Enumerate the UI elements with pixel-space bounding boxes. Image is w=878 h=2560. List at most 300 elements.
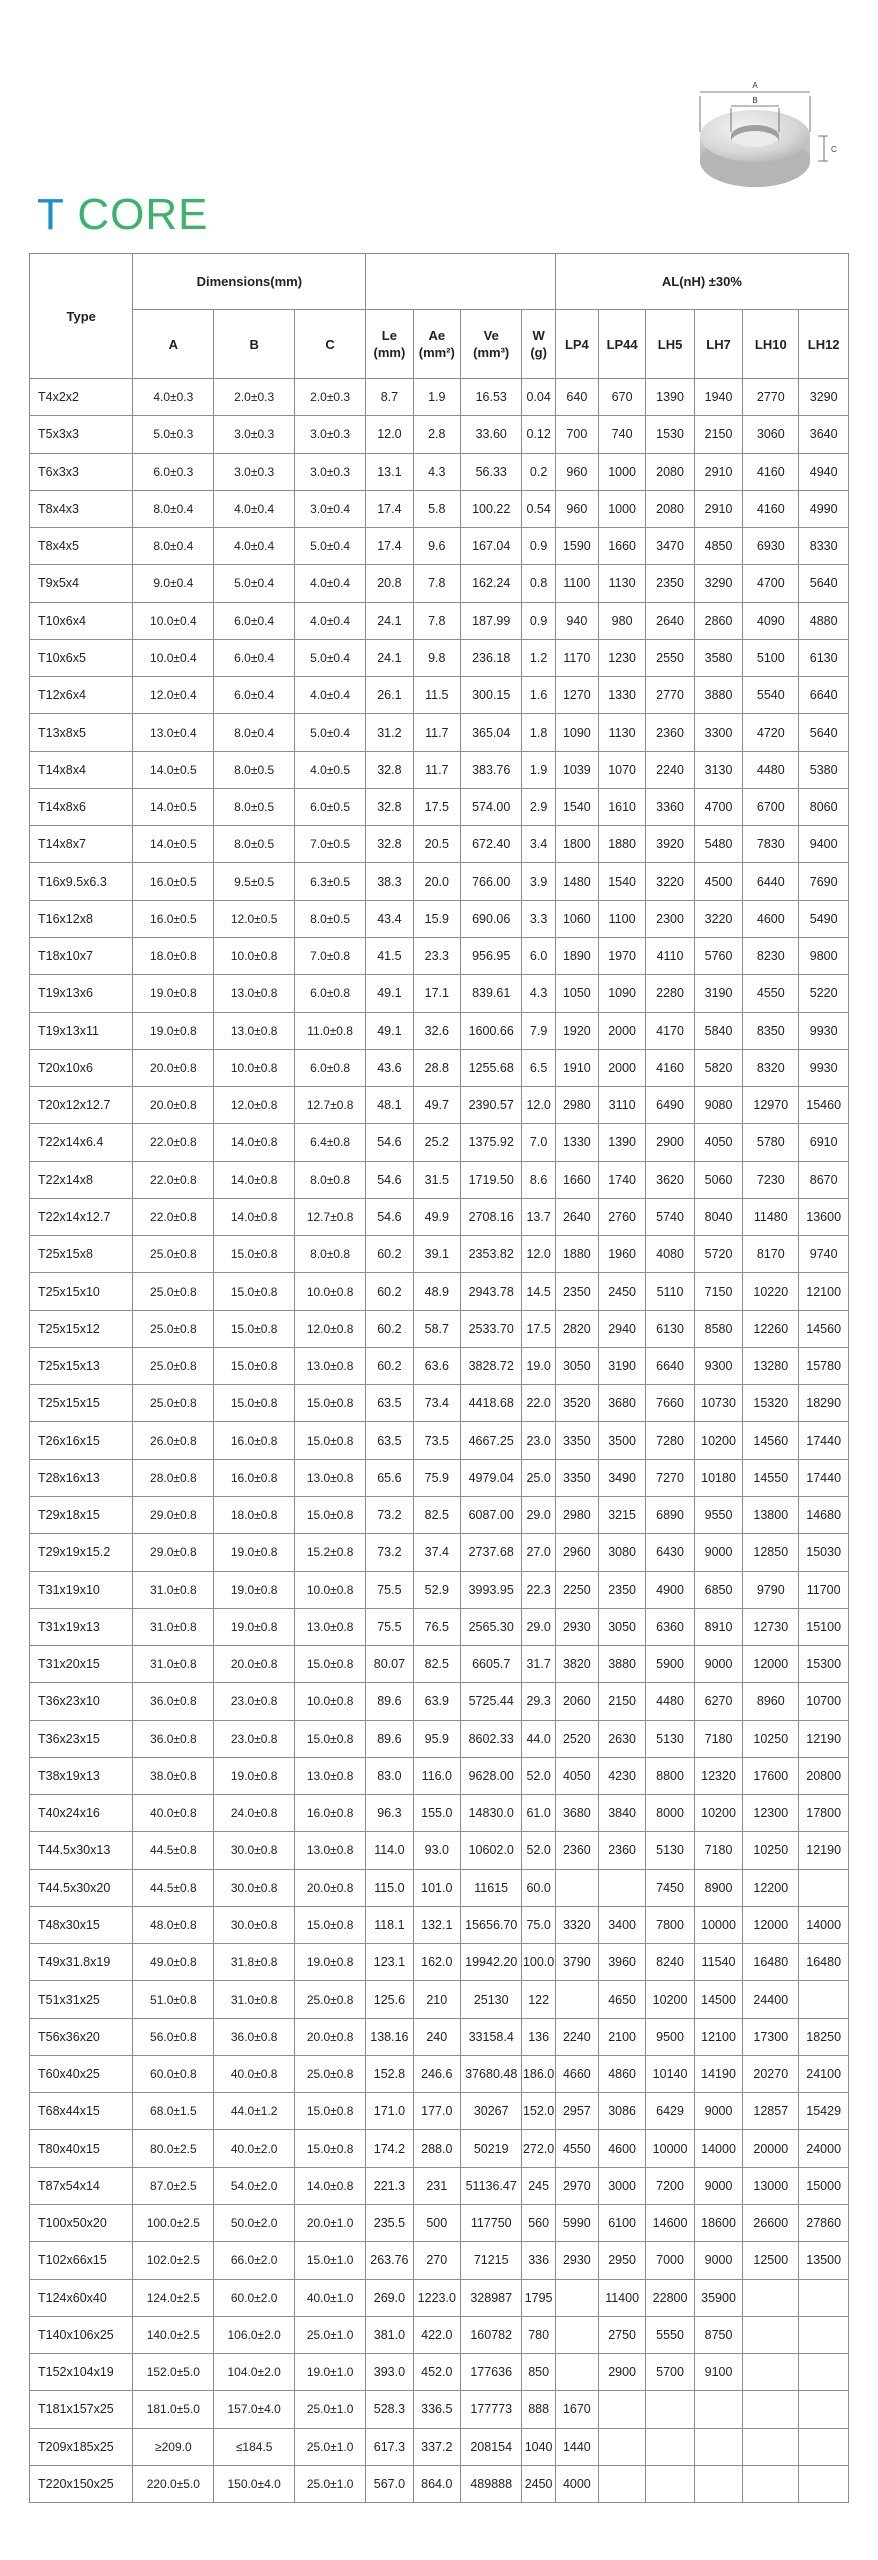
cell-a: 16.0±0.5 <box>133 863 214 900</box>
cell-b: 44.0±1.2 <box>214 2093 295 2130</box>
cell-ve: 766.00 <box>461 863 522 900</box>
cell-lh5: 6429 <box>646 2093 694 2130</box>
cell-lh5: 1390 <box>646 379 694 416</box>
cell-lp4 <box>555 1869 598 1906</box>
cell-c: 20.0±1.0 <box>295 2205 366 2242</box>
cell-a: 31.0±0.8 <box>133 1608 214 1645</box>
cell-ae: 155.0 <box>413 1795 460 1832</box>
cell-lp4: 1800 <box>555 826 598 863</box>
cell-lh12: 13600 <box>799 1198 849 1235</box>
cell-w: 75.0 <box>522 1906 555 1943</box>
cell-lh5: 14600 <box>646 2205 694 2242</box>
cell-lh10: 26600 <box>743 2205 799 2242</box>
cell-le: 73.2 <box>366 1496 413 1533</box>
cell-lh7: 7150 <box>694 1273 742 1310</box>
cell-c: 20.0±0.8 <box>295 2018 366 2055</box>
cell-lh12: 14560 <box>799 1310 849 1347</box>
cell-lh5: 4900 <box>646 1571 694 1608</box>
cell-le: 13.1 <box>366 453 413 490</box>
header-le: Le (mm) <box>366 310 413 379</box>
cell-ve: 167.04 <box>461 528 522 565</box>
cell-ve: 160782 <box>461 2316 522 2353</box>
cell-lp4: 2360 <box>555 1832 598 1869</box>
cell-lh7 <box>694 2428 742 2465</box>
cell-ve: 1600.66 <box>461 1012 522 1049</box>
cell-lh7: 12100 <box>694 2018 742 2055</box>
cell-lp44: 4600 <box>598 2130 645 2167</box>
cell-lh7: 10200 <box>694 1795 742 1832</box>
cell-ve: 10602.0 <box>461 1832 522 1869</box>
cell-type: T25x15x10 <box>30 1273 133 1310</box>
cell-c: 5.0±0.4 <box>295 639 366 676</box>
cell-lh10: 10250 <box>743 1720 799 1757</box>
cell-lh5: 2240 <box>646 751 694 788</box>
table-row <box>30 1012 849 1049</box>
cell-ae: 17.1 <box>413 975 460 1012</box>
table-row <box>30 1161 849 1198</box>
cell-w: 1.6 <box>522 677 555 714</box>
cell-le: 118.1 <box>366 1906 413 1943</box>
cell-a: 51.0±0.8 <box>133 1981 214 2018</box>
cell-a: 25.0±0.8 <box>133 1347 214 1384</box>
cell-a: 44.5±0.8 <box>133 1832 214 1869</box>
cell-w: 245 <box>522 2167 555 2204</box>
cell-c: 13.0±0.8 <box>295 1347 366 1384</box>
cell-lh10: 8350 <box>743 1012 799 1049</box>
table-row <box>30 788 849 825</box>
cell-b: 23.0±0.8 <box>214 1683 295 1720</box>
cell-c: 10.0±0.8 <box>295 1683 366 1720</box>
cell-w: 272.0 <box>522 2130 555 2167</box>
cell-a: 152.0±5.0 <box>133 2354 214 2391</box>
cell-le: 26.1 <box>366 677 413 714</box>
cell-a: 140.0±2.5 <box>133 2316 214 2353</box>
cell-lp44: 1970 <box>598 937 645 974</box>
cell-c: 20.0±0.8 <box>295 1869 366 1906</box>
cell-lh5: 2280 <box>646 975 694 1012</box>
cell-lp44: 2100 <box>598 2018 645 2055</box>
cell-a: 80.0±2.5 <box>133 2130 214 2167</box>
cell-b: 60.0±2.0 <box>214 2279 295 2316</box>
cell-lh7: 3130 <box>694 751 742 788</box>
cell-type: T10x6x4 <box>30 602 133 639</box>
cell-type: T25x15x12 <box>30 1310 133 1347</box>
cell-lh12: 3640 <box>799 416 849 453</box>
cell-lh10 <box>743 2279 799 2316</box>
cell-lh7: 5840 <box>694 1012 742 1049</box>
cell-lh7: 6270 <box>694 1683 742 1720</box>
cell-lh10: 20000 <box>743 2130 799 2167</box>
cell-ae: 132.1 <box>413 1906 460 1943</box>
cell-a: 29.0±0.8 <box>133 1496 214 1533</box>
cell-w: 136 <box>522 2018 555 2055</box>
cell-b: 19.0±0.8 <box>214 1571 295 1608</box>
cell-lp4: 1910 <box>555 1049 598 1086</box>
cell-type: T9x5x4 <box>30 565 133 602</box>
cell-ae: 20.0 <box>413 863 460 900</box>
cell-lp44: 1330 <box>598 677 645 714</box>
table-row <box>30 1236 849 1273</box>
cell-ae: 500 <box>413 2205 460 2242</box>
cell-lh5: 6890 <box>646 1496 694 1533</box>
cell-lh12: 24100 <box>799 2055 849 2092</box>
cell-lh10: 12300 <box>743 1795 799 1832</box>
cell-lp44 <box>598 2465 645 2502</box>
cell-type: T14x8x6 <box>30 788 133 825</box>
cell-lp44: 1000 <box>598 490 645 527</box>
cell-lp4: 1440 <box>555 2428 598 2465</box>
cell-c: 10.0±0.8 <box>295 1273 366 1310</box>
cell-lh5: 2550 <box>646 639 694 676</box>
cell-b: 54.0±2.0 <box>214 2167 295 2204</box>
cell-ve: 236.18 <box>461 639 522 676</box>
cell-a: 49.0±0.8 <box>133 1944 214 1981</box>
cell-lh12: 8670 <box>799 1161 849 1198</box>
cell-le: 381.0 <box>366 2316 413 2353</box>
cell-lh5: 7450 <box>646 1869 694 1906</box>
cell-c: 7.0±0.8 <box>295 937 366 974</box>
cell-lp44: 980 <box>598 602 645 639</box>
cell-lp44: 3050 <box>598 1608 645 1645</box>
cell-w: 23.0 <box>522 1422 555 1459</box>
cell-type: T124x60x40 <box>30 2279 133 2316</box>
cell-ae: 7.8 <box>413 602 460 639</box>
cell-a: 36.0±0.8 <box>133 1683 214 1720</box>
cell-lh12: 5380 <box>799 751 849 788</box>
table-row <box>30 714 849 751</box>
cell-a: 25.0±0.8 <box>133 1236 214 1273</box>
cell-lh5: 3470 <box>646 528 694 565</box>
cell-le: 65.6 <box>366 1459 413 1496</box>
cell-ae: 11.5 <box>413 677 460 714</box>
cell-lh5: 5110 <box>646 1273 694 1310</box>
cell-ae: 23.3 <box>413 937 460 974</box>
cell-lp4: 2930 <box>555 2242 598 2279</box>
cell-w: 27.0 <box>522 1534 555 1571</box>
cell-b: 15.0±0.8 <box>214 1347 295 1384</box>
cell-c: 13.0±0.8 <box>295 1459 366 1496</box>
cell-ae: 82.5 <box>413 1646 460 1683</box>
header-ae: Ae (mm²) <box>413 310 460 379</box>
table-row <box>30 490 849 527</box>
cell-lp44: 3215 <box>598 1496 645 1533</box>
cell-ve: 365.04 <box>461 714 522 751</box>
cell-a: 181.0±5.0 <box>133 2391 214 2428</box>
cell-lh12: 15000 <box>799 2167 849 2204</box>
table-row <box>30 751 849 788</box>
cell-lh7: 5480 <box>694 826 742 863</box>
cell-lh5: 4480 <box>646 1683 694 1720</box>
cell-lh12 <box>799 2391 849 2428</box>
cell-type: T29x19x15.2 <box>30 1534 133 1571</box>
cell-lh7: 3190 <box>694 975 742 1012</box>
cell-ve: 2533.70 <box>461 1310 522 1347</box>
cell-lh7: 5060 <box>694 1161 742 1198</box>
cell-ve: 25130 <box>461 1981 522 2018</box>
cell-w: 0.9 <box>522 528 555 565</box>
cell-lp4: 1540 <box>555 788 598 825</box>
cell-lp4: 3680 <box>555 1795 598 1832</box>
cell-ae: 31.5 <box>413 1161 460 1198</box>
cell-type: T22x14x6.4 <box>30 1124 133 1161</box>
table-row <box>30 826 849 863</box>
cell-lh7: 9300 <box>694 1347 742 1384</box>
cell-lh12: 4880 <box>799 602 849 639</box>
cell-lh12: 13500 <box>799 2242 849 2279</box>
cell-ae: 5.8 <box>413 490 460 527</box>
diagram-label-c: C <box>831 145 837 154</box>
cell-ae: 32.6 <box>413 1012 460 1049</box>
cell-type: T60x40x25 <box>30 2055 133 2092</box>
cell-le: 43.4 <box>366 900 413 937</box>
cell-lh5: 9500 <box>646 2018 694 2055</box>
cell-lp4: 1590 <box>555 528 598 565</box>
cell-lh10: 24400 <box>743 1981 799 2018</box>
cell-lp4: 3050 <box>555 1347 598 1384</box>
cell-ve: 30267 <box>461 2093 522 2130</box>
cell-lh12: 9400 <box>799 826 849 863</box>
cell-type: T16x9.5x6.3 <box>30 863 133 900</box>
cell-lh12 <box>799 1869 849 1906</box>
cell-w: 29.3 <box>522 1683 555 1720</box>
cell-le: 75.5 <box>366 1608 413 1645</box>
cell-type: T140x106x25 <box>30 2316 133 2353</box>
cell-type: T25x15x8 <box>30 1236 133 1273</box>
cell-lh12: 17800 <box>799 1795 849 1832</box>
cell-lp44: 2750 <box>598 2316 645 2353</box>
cell-type: T18x10x7 <box>30 937 133 974</box>
cell-ae: 177.0 <box>413 2093 460 2130</box>
cell-w: 2450 <box>522 2465 555 2502</box>
header-blank <box>366 254 556 310</box>
cell-a: 31.0±0.8 <box>133 1571 214 1608</box>
cell-w: 1040 <box>522 2428 555 2465</box>
cell-type: T10x6x5 <box>30 639 133 676</box>
cell-lp4: 1890 <box>555 937 598 974</box>
cell-w: 1.8 <box>522 714 555 751</box>
diagram-label-a: A <box>752 81 758 90</box>
cell-le: 24.1 <box>366 602 413 639</box>
table-row <box>30 1310 849 1347</box>
cell-lp4: 2520 <box>555 1720 598 1757</box>
cell-a: 20.0±0.8 <box>133 1049 214 1086</box>
cell-a: 48.0±0.8 <box>133 1906 214 1943</box>
cell-lh12: 6640 <box>799 677 849 714</box>
cell-lh12: 5640 <box>799 714 849 751</box>
cell-a: 14.0±0.5 <box>133 751 214 788</box>
cell-b: 16.0±0.8 <box>214 1459 295 1496</box>
cell-le: 32.8 <box>366 788 413 825</box>
cell-w: 6.0 <box>522 937 555 974</box>
cell-lh5: 6430 <box>646 1534 694 1571</box>
cell-ae: 93.0 <box>413 1832 460 1869</box>
cell-lh10: 5780 <box>743 1124 799 1161</box>
cell-w: 3.3 <box>522 900 555 937</box>
cell-lh7: 3300 <box>694 714 742 751</box>
cell-lh5 <box>646 2428 694 2465</box>
cell-lp4: 2640 <box>555 1198 598 1235</box>
cell-lp4: 3320 <box>555 1906 598 1943</box>
cell-lh12: 12190 <box>799 1832 849 1869</box>
cell-b: 30.0±0.8 <box>214 1832 295 1869</box>
cell-lh10: 15320 <box>743 1385 799 1422</box>
cell-b: 8.0±0.4 <box>214 714 295 751</box>
cell-lh10 <box>743 2316 799 2353</box>
cell-lh10: 12730 <box>743 1608 799 1645</box>
cell-a: 10.0±0.4 <box>133 639 214 676</box>
cell-type: T181x157x25 <box>30 2391 133 2428</box>
cell-lp4 <box>555 2316 598 2353</box>
cell-lp44: 2760 <box>598 1198 645 1235</box>
cell-lh5: 6490 <box>646 1087 694 1124</box>
table-row <box>30 1496 849 1533</box>
table-row <box>30 2316 849 2353</box>
cell-a: 19.0±0.8 <box>133 975 214 1012</box>
cell-w: 17.5 <box>522 1310 555 1347</box>
cell-lh5: 2770 <box>646 677 694 714</box>
cell-a: 25.0±0.8 <box>133 1310 214 1347</box>
cell-w: 3.4 <box>522 826 555 863</box>
cell-type: T51x31x25 <box>30 1981 133 2018</box>
cell-ae: 63.9 <box>413 1683 460 1720</box>
cell-lh7: 9000 <box>694 2242 742 2279</box>
cell-lh10 <box>743 2465 799 2502</box>
cell-ae: 15.9 <box>413 900 460 937</box>
cell-lh10: 4160 <box>743 490 799 527</box>
table-row <box>30 2242 849 2279</box>
cell-le: 38.3 <box>366 863 413 900</box>
cell-lh12: 18290 <box>799 1385 849 1422</box>
cell-lh7: 10000 <box>694 1906 742 1943</box>
cell-a: 20.0±0.8 <box>133 1087 214 1124</box>
cell-lp4: 2970 <box>555 2167 598 2204</box>
cell-le: 60.2 <box>366 1273 413 1310</box>
cell-c: 15.2±0.8 <box>295 1534 366 1571</box>
cell-ve: 672.40 <box>461 826 522 863</box>
cell-lp4: 1090 <box>555 714 598 751</box>
cell-lh12: 15300 <box>799 1646 849 1683</box>
cell-ae: 82.5 <box>413 1496 460 1533</box>
cell-ve: 2943.78 <box>461 1273 522 1310</box>
cell-type: T8x4x5 <box>30 528 133 565</box>
cell-lp44: 3000 <box>598 2167 645 2204</box>
cell-lh5: 7660 <box>646 1385 694 1422</box>
cell-lh12: 15780 <box>799 1347 849 1384</box>
cell-ae: 11.7 <box>413 714 460 751</box>
cell-a: 102.0±2.5 <box>133 2242 214 2279</box>
cell-lh12: 4990 <box>799 490 849 527</box>
cell-w: 560 <box>522 2205 555 2242</box>
cell-c: 11.0±0.8 <box>295 1012 366 1049</box>
cell-ae: 162.0 <box>413 1944 460 1981</box>
cell-b: 23.0±0.8 <box>214 1720 295 1757</box>
cell-w: 6.5 <box>522 1049 555 1086</box>
cell-type: T25x15x15 <box>30 1385 133 1422</box>
cell-lh7: 5720 <box>694 1236 742 1273</box>
table-row <box>30 1273 849 1310</box>
cell-type: T36x23x10 <box>30 1683 133 1720</box>
cell-lh7: 8910 <box>694 1608 742 1645</box>
cell-ae: 25.2 <box>413 1124 460 1161</box>
cell-lh7: 6850 <box>694 1571 742 1608</box>
cell-lh10 <box>743 2391 799 2428</box>
cell-lh12: 6130 <box>799 639 849 676</box>
cell-a: 28.0±0.8 <box>133 1459 214 1496</box>
cell-lh5: 7000 <box>646 2242 694 2279</box>
cell-lh5: 6640 <box>646 1347 694 1384</box>
cell-lh7: 4050 <box>694 1124 742 1161</box>
cell-c: 3.0±0.3 <box>295 416 366 453</box>
cell-lp44: 3400 <box>598 1906 645 1943</box>
table-row <box>30 1608 849 1645</box>
cell-le: 63.5 <box>366 1422 413 1459</box>
cell-lh7: 9080 <box>694 1087 742 1124</box>
cell-lh5: 8800 <box>646 1757 694 1794</box>
cell-lh7: 9000 <box>694 2093 742 2130</box>
cell-b: 40.0±0.8 <box>214 2055 295 2092</box>
cell-lh7: 14500 <box>694 1981 742 2018</box>
cell-lh12: 10700 <box>799 1683 849 1720</box>
toroid-core-diagram <box>680 66 860 216</box>
cell-le: 123.1 <box>366 1944 413 1981</box>
cell-lh10: 8320 <box>743 1049 799 1086</box>
table-row <box>30 1422 849 1459</box>
cell-le: 235.5 <box>366 2205 413 2242</box>
cell-lh10: 3060 <box>743 416 799 453</box>
cell-lp44 <box>598 1869 645 1906</box>
cell-lp4: 1100 <box>555 565 598 602</box>
cell-le: 12.0 <box>366 416 413 453</box>
cell-w: 12.0 <box>522 1087 555 1124</box>
cell-lh10: 13800 <box>743 1496 799 1533</box>
cell-b: 6.0±0.4 <box>214 677 295 714</box>
cell-a: 16.0±0.5 <box>133 900 214 937</box>
cell-lp4: 700 <box>555 416 598 453</box>
cell-lh5: 2900 <box>646 1124 694 1161</box>
cell-lh10: 4700 <box>743 565 799 602</box>
cell-lh7: 18600 <box>694 2205 742 2242</box>
cell-ve: 3993.95 <box>461 1571 522 1608</box>
cell-type: T31x19x13 <box>30 1608 133 1645</box>
cell-type: T22x14x8 <box>30 1161 133 1198</box>
table-row <box>30 1683 849 1720</box>
table-row <box>30 1124 849 1161</box>
cell-le: 125.6 <box>366 1981 413 2018</box>
cell-type: T100x50x20 <box>30 2205 133 2242</box>
cell-type: T29x18x15 <box>30 1496 133 1533</box>
cell-type: T49x31.8x19 <box>30 1944 133 1981</box>
table-row <box>30 528 849 565</box>
cell-lp44: 6100 <box>598 2205 645 2242</box>
cell-ae: 9.8 <box>413 639 460 676</box>
cell-lh10: 14560 <box>743 1422 799 1459</box>
cell-lp4: 2980 <box>555 1496 598 1533</box>
cell-ae: 49.9 <box>413 1198 460 1235</box>
table-row <box>30 1757 849 1794</box>
cell-a: 124.0±2.5 <box>133 2279 214 2316</box>
cell-lp4: 1880 <box>555 1236 598 1273</box>
cell-b: 15.0±0.8 <box>214 1385 295 1422</box>
cell-lp4: 3820 <box>555 1646 598 1683</box>
cell-ve: 6087.00 <box>461 1496 522 1533</box>
cell-w: 4.3 <box>522 975 555 1012</box>
table-row <box>30 1832 849 1869</box>
cell-ae: 11.7 <box>413 751 460 788</box>
cell-lp44: 1130 <box>598 565 645 602</box>
table-row <box>30 453 849 490</box>
cell-a: 13.0±0.4 <box>133 714 214 751</box>
cell-lh12: 15030 <box>799 1534 849 1571</box>
